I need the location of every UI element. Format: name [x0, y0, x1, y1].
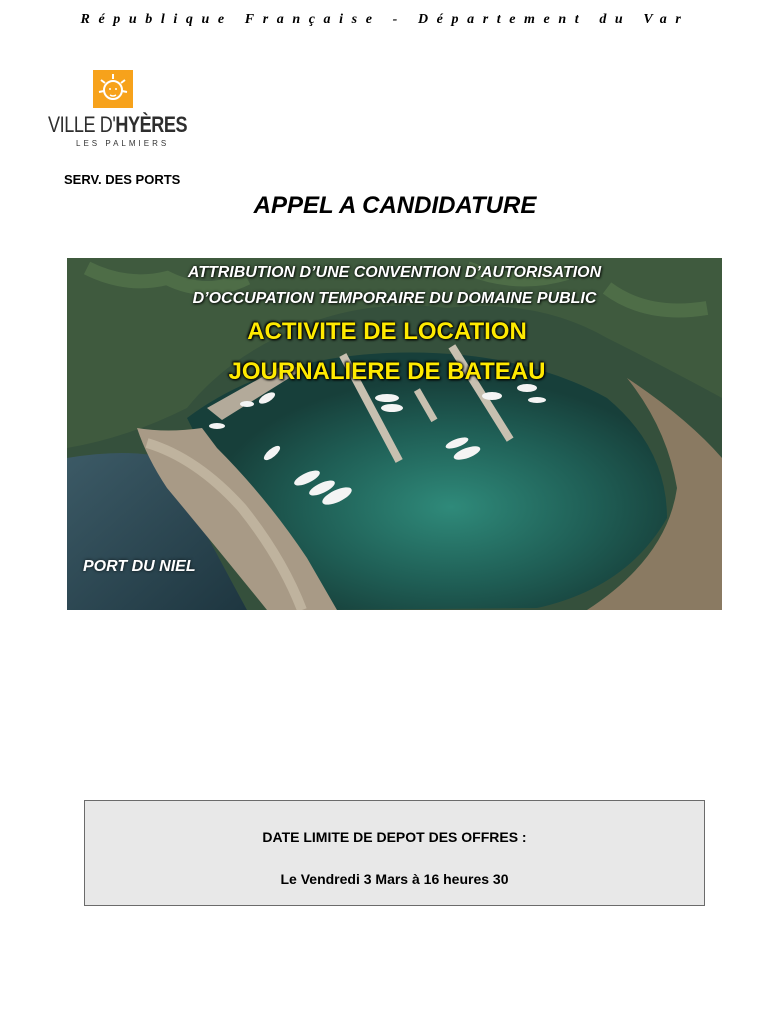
page-title: APPEL A CANDIDATURE: [253, 192, 537, 219]
logo-tagline: LES PALMIERS: [76, 139, 170, 148]
deadline-box: [84, 800, 705, 906]
port-aerial-photo: [67, 258, 722, 610]
city-logo: [44, 66, 188, 152]
header-republique: République Française - Département du Var: [80, 12, 690, 27]
deadline-label: DATE LIMITE DE DEPOT DES OFFRES :: [262, 829, 527, 845]
photo-headline-line1: ACTIVITE DE LOCATION: [247, 318, 527, 345]
service-name: SERV. DES PORTS: [64, 172, 181, 187]
photo-subtitle-line2: D’OCCUPATION TEMPORAIRE DU DOMAINE PUBLIC: [192, 290, 597, 307]
photo-caption: PORT DU NIEL: [83, 558, 196, 575]
deadline-date: Le Vendredi 3 Mars à 16 heures 30: [280, 871, 509, 887]
sun-lion-emblem-icon: [93, 70, 133, 108]
photo-headline-line2: JOURNALIERE DE BATEAU: [228, 358, 546, 385]
photo-subtitle-line1: ATTRIBUTION D’UNE CONVENTION D’AUTORISATION: [187, 264, 602, 281]
logo-city-name: VILLE D'HYÈRES: [48, 112, 188, 137]
